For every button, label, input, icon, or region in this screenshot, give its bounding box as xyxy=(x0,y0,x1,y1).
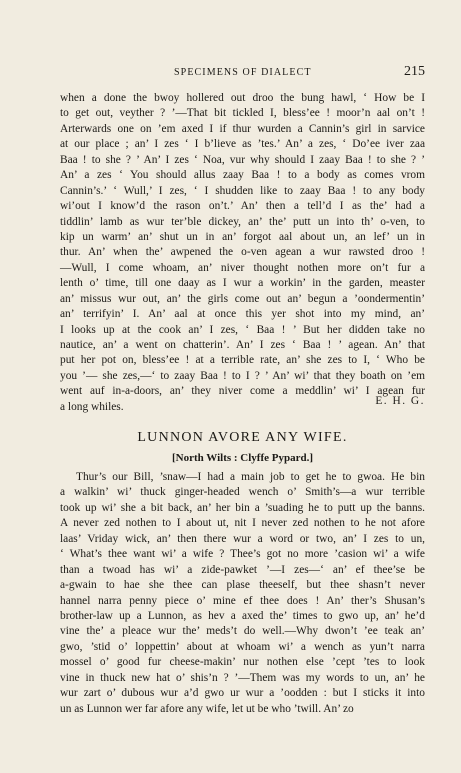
running-head xyxy=(60,66,425,80)
text-line: I looks up at the cook an’ I zes, ‘ Baa ! ’ But her didden take no xyxy=(60,323,425,336)
section-locale: [North Wilts : Clyffe Pypard.] xyxy=(171,452,314,464)
text-line: an’ missus wur out, an’ the girls come out an’ begun a ’oondermentin’ xyxy=(60,292,425,305)
text-line: tiddlin’ lamb as wur ter’ble dickey, an’ the’ putt un into th’ o-ven, to xyxy=(60,215,425,228)
text-line: Thur’s our Bill, ’snaw—I had a main job to get he to gwoa. He bin xyxy=(76,471,425,483)
running-title: SPECIMENS OF DIALECT xyxy=(174,67,312,78)
text-line: went auf in-a-doors, an’ they niver come a meddlin’ wi’ I agean fur xyxy=(60,385,425,398)
text-line: put her pot on, bless’ee ! at a terrible rate, an’ she zes to I, ‘ Who be xyxy=(60,354,425,367)
text-line: Baa ! to she ? ’ An’ I zes ‘ Noa, vur why should I zaay Baa ! to she ? ’ xyxy=(60,153,425,166)
text-line: to get out, veyther ? ’—That bit tickled I, bless’ee ! moor’n aal on’t ! xyxy=(60,107,425,120)
text-line: at our place ; an’ I zes ‘ I b’lieve as ’tes.’ An’ a zes, ‘ Do’ee iver zaa xyxy=(60,138,425,151)
text-line: a-gwain to hae she thee can plase theeself, but thee shasn’t never xyxy=(60,579,425,592)
text-line: lenth o’ time, till one daay as I wur a workin’ in the garden, measter xyxy=(60,277,425,290)
text-line: wur zart o’ dubous wur a’d gwo ur wur a ’oodden : but I sticks it into xyxy=(60,687,425,700)
text-line: mossel o’ good fur cheese-makin’ nur nothen else ’cept ’tes to look xyxy=(60,656,425,669)
text-line: hannel narra penny piece o’ mine ef thee does ! An’ ther’s Shusan’s xyxy=(60,594,425,607)
text-line: took up wi’ she a bit back, an’ her bin a ’suading he to putt up the banns. xyxy=(60,501,425,514)
text-line: when a done the bwoy hollered out droo the bung hawl, ‘ How be I xyxy=(60,92,425,104)
page-number: 215 xyxy=(404,64,425,79)
text-line: an’ terrifyin’ I. An’ aal at once this yer shot into my mind, an’ xyxy=(60,308,425,321)
text-line: you ’— she zes,—‘ to zaay Baa ! to I ? ’ An’ wi’ that they boath on ’em xyxy=(60,369,425,382)
author-initials: E. H. G. xyxy=(375,395,425,407)
text-line: nautice, an’ a went on chatterin’. An’ I zes ‘ Baa ! ’ agean. An’ that xyxy=(60,339,425,351)
text-line: —Wull, I come whoam, an’ niver thought nothen more on’t fur a xyxy=(60,261,425,274)
text-line: laas’ Vriday wick, an’ then there wur a word or two, an’ I zes to un, xyxy=(60,532,425,545)
text-line: a long whiles. xyxy=(60,400,124,413)
text-line: wi’out I know’d the rason on’t.’ An’ then a tell’d I as the’ had a xyxy=(60,200,425,213)
text-line: a walkin’ wi’ thuck ginger-headed wench o’ Smith’s—a wur terrible xyxy=(60,486,425,499)
dialect-passage-1 xyxy=(60,91,425,415)
text-line: ‘ What’s thee want wi’ a wife ? Thee’s got no more ’casion wi’ a wife xyxy=(60,548,425,561)
text-line: gwo, ’stid o’ loppettin’ about at whoam wi’ a wench as yun’t narra xyxy=(60,640,425,653)
text-line: A never zed nothen to I about ut, nit I never zed nothen to he not afore xyxy=(60,517,425,530)
section-title: LUNNON AVORE ANY WIFE. xyxy=(137,430,348,445)
text-line: vine in thuck new hat o’ shis’n ? ’—Them was my words to un, an’ he xyxy=(60,671,425,684)
text-line: brother-law up a Lunnon, as hev a axed the’ times to gwo up, an’ he’d xyxy=(60,609,425,622)
text-line: kip un warm’ an’ shut un in an’ forgot aal about un, an lef’ un in xyxy=(60,230,425,243)
text-line: thur. An’ when the’ awpened the o-ven agean a wur rawsted droo ! xyxy=(60,246,425,259)
text-line: Cannin’s.’ ‘ Wull,’ I zes, ‘ I shudden like to zaay Baa ! to any body xyxy=(60,184,425,197)
text-line: An’ a zes ‘ You should allus zaay Baa ! to a body as comes vrom xyxy=(60,169,425,182)
text-line: un as Lunnon wer far afore any wife, let ut be who ’twill. An’ zo xyxy=(60,702,354,715)
text-line: Arterwards one on ’em axed I if thur wurden a Cannin’s girl in sarvice xyxy=(60,122,425,135)
text-line: vine the’ a pleace wur the’ meds’t do well.—Why dwon’t ’ee teak an’ xyxy=(60,625,425,638)
dialect-passage-2 xyxy=(60,470,425,717)
text-line: than a twoad has wi’ a zide-pawket ’—I zes—‘ an’ ef thee’se be xyxy=(60,563,425,576)
